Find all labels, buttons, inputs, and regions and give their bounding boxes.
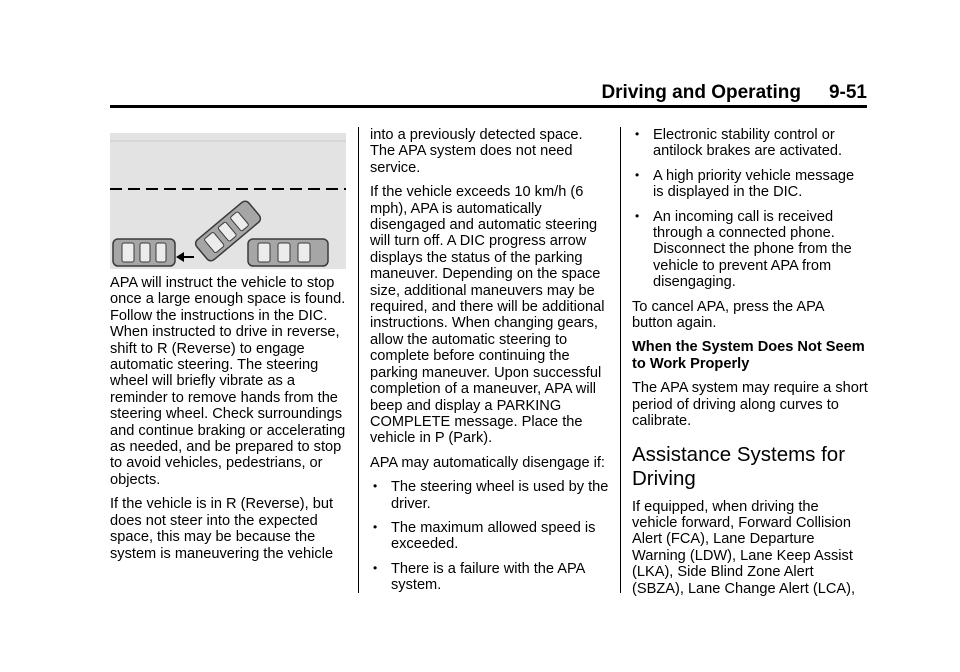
bullet-item [632, 209, 868, 291]
bullet-glyph: • [635, 208, 640, 223]
bullet-glyph: • [373, 519, 378, 534]
paragraph: APA will instruct the vehicle to stop once a large enough space is found. Follow the instructions in the DIC. When instructed to drive in reverse, shift to R (Reverse) to engage automatic steering. The steering wheel will briefly vibrate as a reminder to remove hands from the steering wheel. Check surroundings and continue braking or accelerating as needed, and be prepared to stop to avoid vehicles, pedestrians, or objects. [110, 275, 346, 488]
bullet-item [370, 520, 610, 553]
bullet-text: The maximum allowed speed is exceeded. [391, 519, 596, 553]
bullet-text: An incoming call is received through a connected phone. Disconnect the phone from the vehicle to prevent APA from disengaging. [653, 208, 852, 291]
bullet-glyph: • [373, 479, 378, 494]
column-divider [358, 127, 359, 593]
column-right [632, 127, 868, 605]
paragraph: APA may automatically disengage if: [370, 454, 605, 471]
paragraph: If the vehicle is in R (Reverse), but does not steer into the expected space, this may be because the system is maneuvering the vehicle [110, 496, 334, 562]
page-header [110, 80, 867, 106]
apa-display-illustration [110, 133, 346, 269]
header-section-title: Driving and Operating [601, 82, 801, 103]
paragraph: If equipped, when driving the vehicle forward, Forward Collision Alert (FCA), Lane Departure Warning (LDW), Lane Keep Assist (LKA), Side Blind Zone Alert (SBZA), Lane Change Alert (LCA), [632, 498, 856, 597]
bullet-text: There is a failure with the APA system. [391, 560, 585, 594]
bullet-item [632, 127, 868, 160]
bullet-item [370, 561, 610, 594]
header-rule [110, 105, 867, 108]
bullet-text: The steering wheel is used by the driver. [391, 479, 609, 512]
section-heading: Assistance Systems for Driving [632, 442, 846, 490]
bullet-glyph: • [635, 127, 640, 141]
paragraph: If the vehicle exceeds 10 km/h (6 mph), APA is automatically disengaged and automatic steering will turn off. A DIC progress arrow displays the status of the parking maneuver. Depending on the space size, additional maneuvers may be required, and there will be additional instructions. When changing gears, allow the automatic steering to complete before continuing the parking maneuver. Upon successful completion of a maneuver, APA will beep and display a PARKING COMPLETE message. Place the vehicle in P (Park). [370, 184, 605, 447]
parked-car-icon [248, 239, 328, 266]
column-divider [620, 127, 621, 593]
apa-display-figure [110, 133, 346, 269]
bullet-text: A high priority vehicle message is displayed in the DIC. [653, 167, 855, 201]
header-page-number: 9-51 [828, 82, 867, 103]
bullet-text: Electronic stability control or antilock brakes are activated. [653, 127, 843, 160]
bullet-item [632, 168, 868, 201]
paragraph: into a previously detected space. The APA system does not need service. [370, 127, 583, 176]
bullet-item [370, 479, 610, 512]
parked-car-icon [113, 239, 175, 266]
bullet-glyph: • [373, 560, 378, 575]
subheading: When the System Does Not Seem to Work Properly [632, 339, 865, 372]
column-middle [370, 127, 610, 602]
bullet-glyph: • [635, 167, 640, 182]
paragraph: The APA system may require a short period of driving along curves to calibrate. [632, 380, 868, 430]
header-text [601, 82, 867, 104]
column-left [110, 275, 350, 570]
paragraph: To cancel APA, press the APA button again. [632, 298, 824, 332]
